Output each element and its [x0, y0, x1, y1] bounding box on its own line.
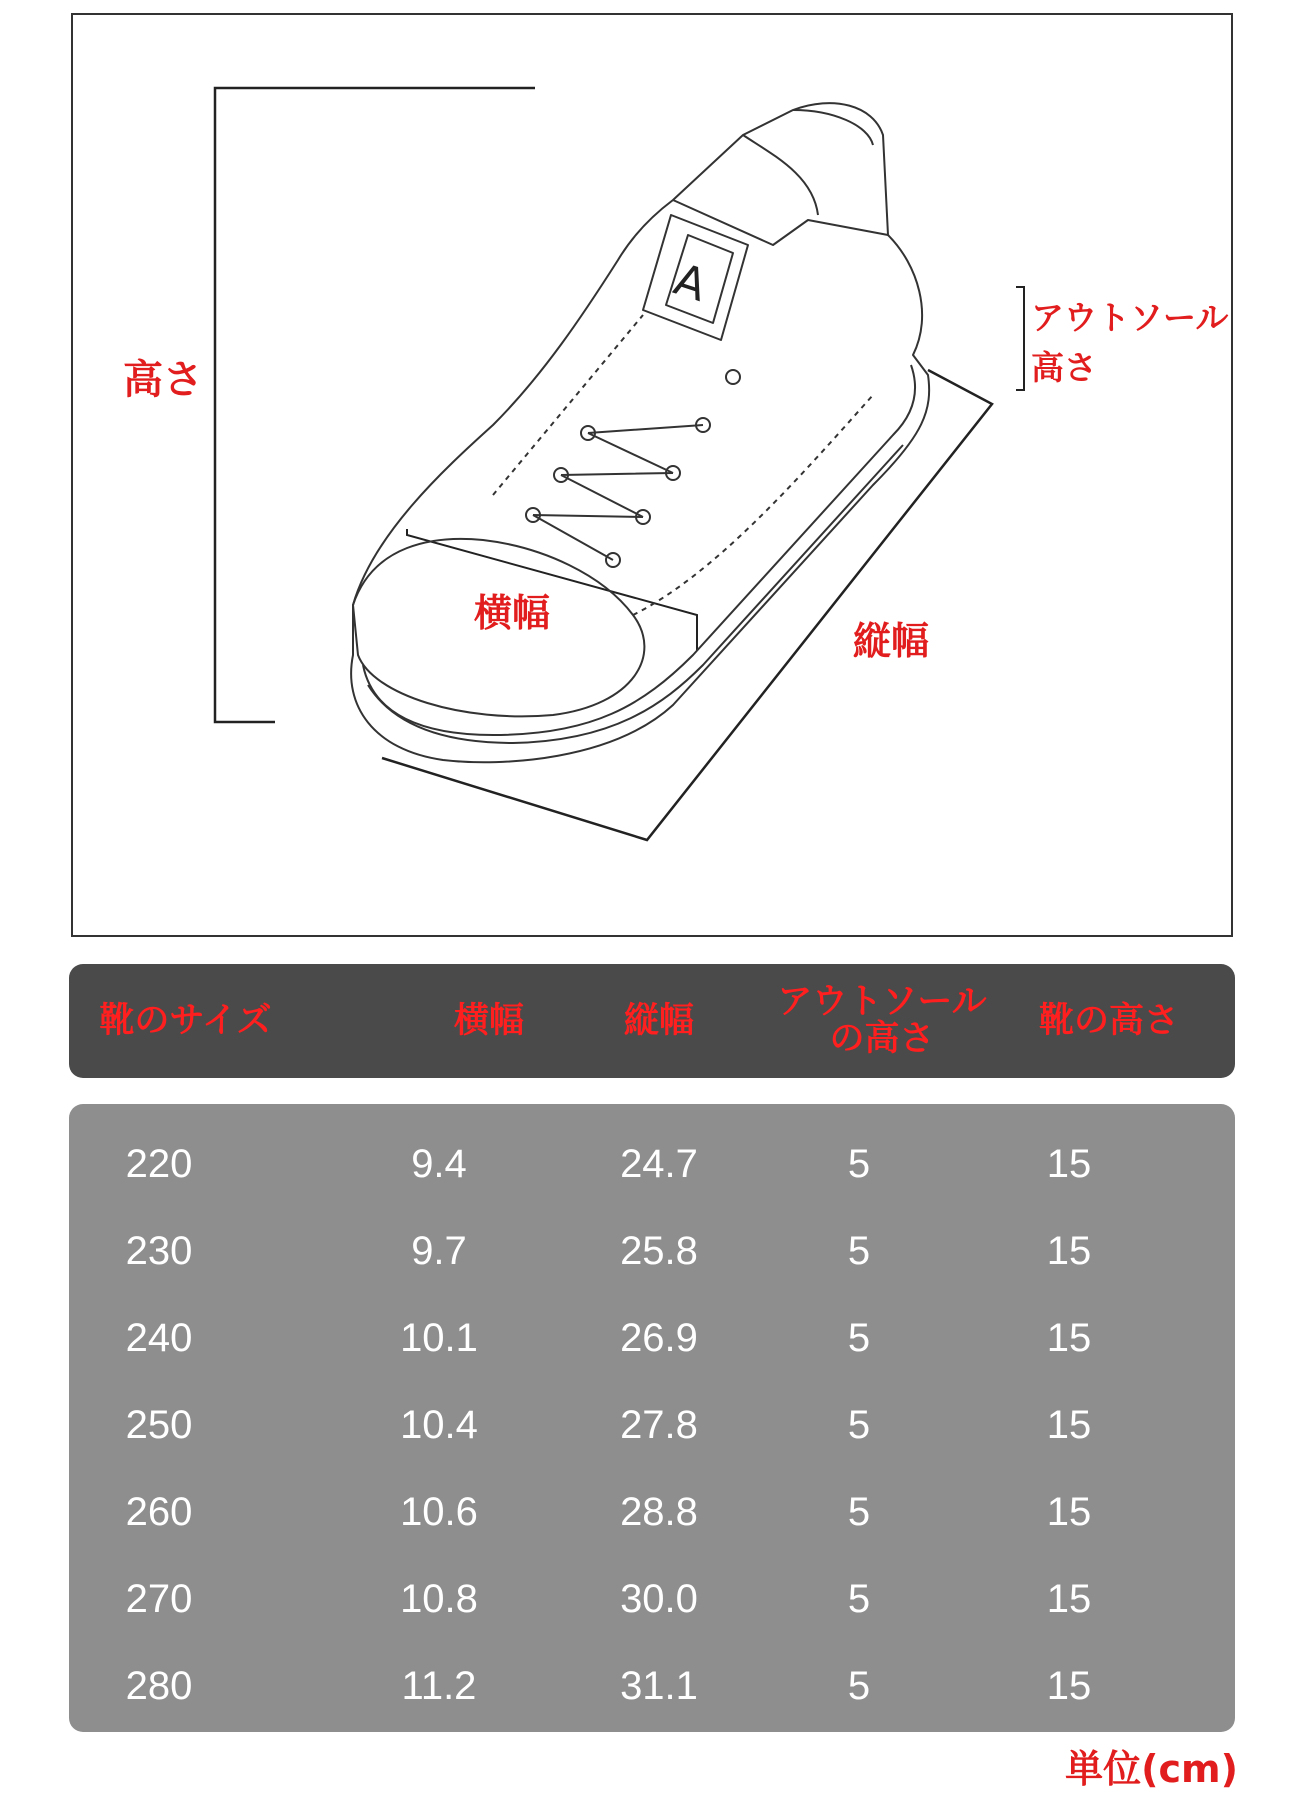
cell-size: 240 — [125, 1316, 193, 1360]
svg-text:A: A — [668, 254, 713, 312]
cell-length: 26.9 — [620, 1316, 698, 1360]
cell-width: 10.6 — [400, 1490, 478, 1534]
cell-height: 15 — [1046, 1142, 1092, 1186]
size-table-header — [69, 964, 1235, 1078]
cell-size: 280 — [125, 1664, 193, 1708]
width-label: 横幅 — [474, 591, 551, 635]
cell-width: 10.8 — [400, 1577, 478, 1621]
length-label: 縦幅 — [853, 619, 930, 663]
cell-size: 260 — [125, 1490, 193, 1534]
cell-size: 250 — [125, 1403, 193, 1447]
cell-outsole: 5 — [847, 1577, 871, 1621]
cell-length: 24.7 — [620, 1142, 698, 1186]
cell-width: 9.7 — [411, 1229, 467, 1273]
cell-outsole: 5 — [847, 1403, 871, 1447]
table-row — [69, 1382, 1235, 1469]
cell-width: 10.4 — [400, 1403, 478, 1447]
cell-width: 10.1 — [400, 1316, 478, 1360]
outsole-label-line1: アウトソール — [1031, 298, 1229, 337]
header-shoe-size: 靴のサイズ — [99, 1000, 272, 1041]
cell-size: 270 — [125, 1577, 193, 1621]
cell-outsole: 5 — [847, 1142, 871, 1186]
table-row — [69, 1469, 1235, 1556]
size-table-body — [69, 1104, 1235, 1732]
cell-height: 15 — [1046, 1664, 1092, 1708]
cell-outsole: 5 — [847, 1316, 871, 1360]
cell-height: 15 — [1046, 1577, 1092, 1621]
table-row — [69, 1208, 1235, 1295]
cell-length: 30.0 — [620, 1577, 698, 1621]
cell-length: 28.8 — [620, 1490, 698, 1534]
shoe-sketch-icon — [73, 15, 1231, 935]
outsole-label-line2: 高さ — [1031, 348, 1097, 387]
cell-height: 15 — [1046, 1229, 1092, 1273]
shoe-diagram — [71, 13, 1233, 937]
table-row — [69, 1556, 1235, 1643]
cell-height: 15 — [1046, 1316, 1092, 1360]
unit-note: 単位(cm) — [1065, 1747, 1238, 1791]
cell-length: 27.8 — [620, 1403, 698, 1447]
header-outsole-height: アウトソール の高さ — [777, 982, 987, 1059]
height-label: 高さ — [123, 357, 203, 403]
table-row — [69, 1643, 1235, 1730]
header-shoe-height: 靴の高さ — [1038, 1000, 1179, 1041]
cell-size: 230 — [125, 1229, 193, 1273]
cell-length: 31.1 — [620, 1664, 698, 1708]
cell-width: 9.4 — [411, 1142, 467, 1186]
cell-size: 220 — [125, 1142, 193, 1186]
cell-outsole: 5 — [847, 1229, 871, 1273]
cell-height: 15 — [1046, 1490, 1092, 1534]
header-length: 縦幅 — [623, 1000, 694, 1041]
table-row — [69, 1121, 1235, 1208]
cell-outsole: 5 — [847, 1490, 871, 1534]
header-width: 横幅 — [453, 1000, 524, 1041]
cell-outsole: 5 — [847, 1664, 871, 1708]
cell-height: 15 — [1046, 1403, 1092, 1447]
cell-width: 11.2 — [401, 1664, 477, 1708]
cell-length: 25.8 — [620, 1229, 698, 1273]
table-row — [69, 1295, 1235, 1382]
